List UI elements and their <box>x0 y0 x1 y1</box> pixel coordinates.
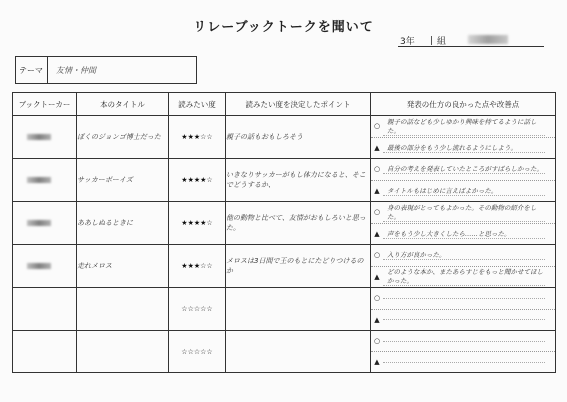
circle-icon: ○ <box>373 122 381 131</box>
want-rating[interactable]: ★★★★☆ <box>169 159 226 202</box>
feedback-block <box>371 202 555 244</box>
reason-cell[interactable] <box>226 288 371 331</box>
circle-icon: ○ <box>373 208 381 217</box>
triangle-icon: ▲ <box>374 272 380 281</box>
feedback-block <box>371 245 555 287</box>
feedback-good-row <box>371 245 555 267</box>
circle-icon: ○ <box>373 337 381 345</box>
header-feedback: 発表の仕方の良かった点や改善点 <box>371 93 556 116</box>
feedback-good-row <box>371 331 555 352</box>
feedback-good-row <box>371 116 555 138</box>
feedback-block <box>371 288 555 330</box>
feedback-cell <box>371 116 556 159</box>
header-reason: 読みたい度を決定したポイント <box>226 93 371 116</box>
reason-cell[interactable]: 他の動物と比べて、友情がおもしろいと思った。 <box>226 202 371 245</box>
feedback-good-text[interactable]: 親子の話なども少しゆかり興味を持てるように話した。 <box>383 117 545 136</box>
redacted-name <box>468 35 508 44</box>
book-title-cell[interactable]: ぼくのジョンゴ博士だった <box>77 116 169 159</box>
feedback-cell <box>371 159 556 202</box>
feedback-cell <box>371 245 556 288</box>
circle-icon: ○ <box>373 165 381 174</box>
grade-label: 3年 <box>400 37 415 47</box>
book-title-cell[interactable] <box>77 331 169 373</box>
feedback-cell <box>371 331 556 373</box>
feedback-good-row <box>371 159 555 181</box>
triangle-icon: ▲ <box>374 186 380 195</box>
table-row <box>13 245 556 288</box>
page-title: リレーブックトークを聞いて <box>193 20 374 35</box>
presenter-cell[interactable] <box>13 331 77 373</box>
feedback-improve-text[interactable] <box>383 319 545 320</box>
feedback-good-text[interactable] <box>383 341 545 342</box>
triangle-icon: ▲ <box>374 315 380 324</box>
feedback-improve-row <box>371 352 555 372</box>
table-row <box>13 331 556 373</box>
theme-box <box>15 56 197 84</box>
class-label: 組 <box>437 37 447 47</box>
feedback-good-row <box>371 288 555 310</box>
book-title-cell[interactable]: サッカーボーイズ <box>77 159 169 202</box>
presenter-cell[interactable] <box>13 202 77 245</box>
header-row <box>13 93 556 116</box>
triangle-icon: ▲ <box>374 143 380 152</box>
theme-label: テーマ <box>16 57 48 83</box>
grade-separator: | <box>430 36 434 46</box>
feedback-good-text[interactable] <box>383 298 545 299</box>
reason-cell[interactable]: 親子の話もおもしろそう <box>226 116 371 159</box>
feedback-improve-row <box>371 224 555 245</box>
feedback-block <box>371 116 555 158</box>
presenter-cell[interactable] <box>13 116 77 159</box>
book-title-cell[interactable]: ああしぬるときに <box>77 202 169 245</box>
reason-cell[interactable]: メロスは3日間で王のもとにたどりつけるのか <box>226 245 371 288</box>
want-rating[interactable]: ☆☆☆☆☆ <box>169 288 226 331</box>
feedback-good-row <box>371 202 555 224</box>
feedback-improve-row <box>371 138 555 159</box>
feedback-good-text[interactable]: 身の表現がとってもよかった。その動物の紹介をした。 <box>383 203 545 222</box>
header-presenter: ブックトーカー <box>13 93 77 116</box>
reason-cell[interactable] <box>226 331 371 373</box>
feedback-good-text[interactable]: 自分の考えを発表していたところがすばらしかった。 <box>383 164 545 174</box>
book-title-cell[interactable] <box>77 288 169 331</box>
redacted-presenter <box>27 263 51 269</box>
feedback-cell <box>371 202 556 245</box>
want-rating[interactable]: ★★★★☆ <box>169 202 226 245</box>
header-book: 本のタイトル <box>77 93 169 116</box>
feedback-block <box>371 159 555 201</box>
want-rating[interactable]: ★★★☆☆ <box>169 116 226 159</box>
feedback-improve-text[interactable]: どのような本か、またあらすじをもっと聞かせてほしかった。 <box>383 267 545 286</box>
feedback-improve-row <box>371 181 555 202</box>
theme-value[interactable]: 友情・仲間 <box>56 65 96 75</box>
table-row <box>13 116 556 159</box>
redacted-presenter <box>27 134 51 140</box>
presenter-cell[interactable] <box>13 245 77 288</box>
circle-icon: ○ <box>373 294 381 303</box>
feedback-improve-text[interactable]: 声をもう少し大きくしたら……と思った。 <box>383 229 545 239</box>
feedback-block <box>371 331 555 372</box>
want-rating[interactable]: ☆☆☆☆☆ <box>169 331 226 373</box>
redacted-presenter <box>27 220 51 226</box>
feedback-improve-row <box>371 310 555 331</box>
circle-icon: ○ <box>373 251 381 260</box>
book-title-cell[interactable]: 走れメロス <box>77 245 169 288</box>
name-underline <box>398 46 544 47</box>
presenter-cell[interactable] <box>13 159 77 202</box>
feedback-improve-row <box>371 267 555 288</box>
triangle-icon: ▲ <box>374 358 380 366</box>
feedback-improve-text[interactable] <box>383 362 545 363</box>
redacted-presenter <box>27 177 51 183</box>
triangle-icon: ▲ <box>374 229 380 238</box>
header-want: 読みたい度 <box>169 93 226 116</box>
feedback-cell <box>371 288 556 331</box>
feedback-good-text[interactable]: 入り方が良かった。 <box>383 250 545 260</box>
reason-cell[interactable]: いきなりサッカーがもし体力になると、そこでどうするか、 <box>226 159 371 202</box>
feedback-improve-text[interactable]: 最後の部分をもう少し流れるようにしよう。 <box>383 143 545 153</box>
presenter-cell[interactable] <box>13 288 77 331</box>
feedback-improve-text[interactable]: タイトルもはじめに言えばよかった。 <box>383 186 545 196</box>
booktalk-table <box>12 92 556 373</box>
table-row <box>13 202 556 245</box>
table-row <box>13 159 556 202</box>
want-rating[interactable]: ★★★☆☆ <box>169 245 226 288</box>
table-row <box>13 288 556 331</box>
